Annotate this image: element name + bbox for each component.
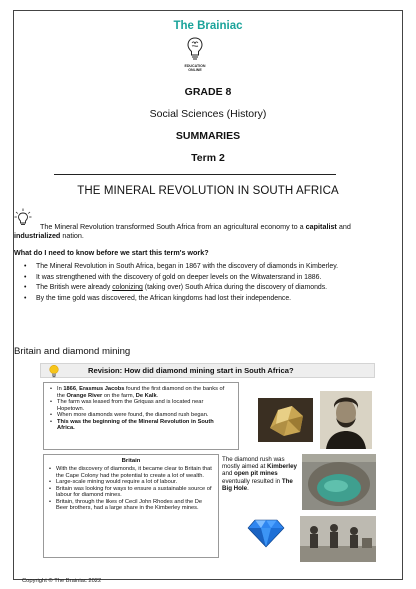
britain-box (43, 454, 219, 558)
revision-question: Revision: How did diamond mining start in South Africa? (88, 366, 294, 375)
list-item: • By the time gold was discovered, the African kingdoms had lost their independence. (24, 295, 384, 304)
list-item: • The Mineral Revolution in South Africa, began in 1867 with the discovery of diamonds in Kimberley. (24, 263, 384, 272)
intro-bullet-list (24, 263, 384, 305)
list-item: • When more diamonds were found, the diamond rush began. (50, 412, 232, 419)
section-title: Britain and diamond mining (14, 346, 131, 357)
diamond-rush-text: The diamond rush was mostly aimed at Kimberley and open pit mines eventually resulted in The Big Hole. (222, 456, 297, 492)
list-item: • The British were already colonizing (taking over) South Africa during the discovery of diamonds. (24, 284, 384, 293)
page-title: THE MINERAL REVOLUTION IN SOUTH AFRICA (77, 185, 339, 197)
big-hole-image (302, 454, 376, 510)
diamond-miners-photo-image (300, 516, 376, 562)
diamond-icon (247, 518, 285, 548)
question-heading: What do I need to know before we start this term's work? (14, 248, 209, 257)
summaries-heading: SUMMARIES (175, 130, 241, 142)
subject-heading: Social Sciences (History) (149, 108, 267, 120)
list-item: • In 1866, Erasmus Jacobs found the first diamond on the banks of the Orange River on the farm, De Kalk. (50, 386, 232, 399)
intro-paragraph: The Mineral Revolution transformed South Africa from an agricultural economy to a capitalist and industrialized nation. (14, 222, 351, 240)
copyright-text: Copyright © The Brainiac 2022 (22, 578, 102, 584)
rough-diamond-image (258, 398, 313, 442)
grade-heading: GRADE 8 (184, 86, 232, 98)
divider (54, 174, 336, 175)
britain-box-title: Britain (121, 458, 141, 464)
list-item: • This was the beginning of the Mineral Revolution in South Africa. (50, 419, 232, 432)
list-item: • Britain was looking for ways to ensure a sustainable source of labour for diamond mines. (49, 486, 213, 499)
list-item: • With the discovery of diamonds, it became clear to Britain that the Cape Colony had the potential to create a lot of wealth. (49, 466, 213, 479)
erasmus-jacobs-portrait-image (320, 391, 372, 449)
list-item: • It was strengthened with the discovery of gold on deeper levels on the Witwatersrand in 1886. (24, 274, 384, 283)
yellow-lightbulb-icon (48, 364, 60, 378)
brain-bulb-logo-icon (186, 36, 204, 62)
logo-caption: EDUCATION ONLINE (184, 64, 206, 72)
list-item: • Large-scale mining would require a lot of labour. (49, 479, 213, 486)
list-item: • Britain, through the likes of Cecil John Rhodes and the De Beer brothers, had a large share in the Kimberley mines. (49, 499, 213, 512)
list-item: • The farm was leased from the Griquas and is located near Hopetown. (50, 399, 232, 412)
brand-title: The Brainiac (173, 20, 243, 32)
diamond-discovery-box (43, 382, 239, 450)
term-heading: Term 2 (191, 152, 225, 164)
